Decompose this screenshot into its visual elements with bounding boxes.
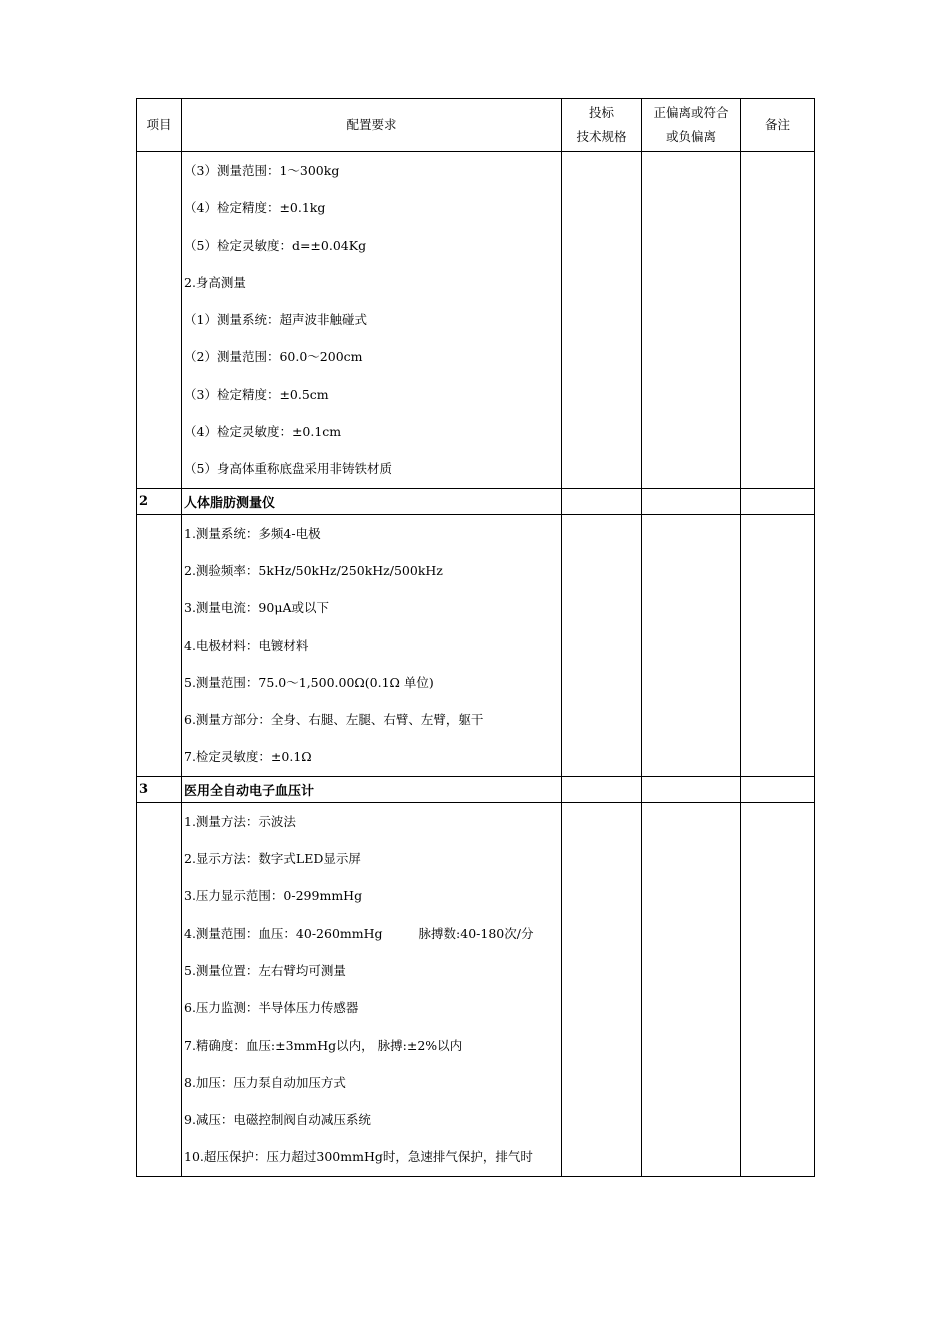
spec-line: 6.压力监测：半导体压力传感器 <box>184 1000 359 1016</box>
header-dev-line2: 或负偏离 <box>665 129 716 144</box>
header-note: 备注 <box>741 99 815 152</box>
section-number: 2 <box>137 488 182 514</box>
section-title: 医用全自动电子血压计 <box>182 776 562 802</box>
spec-line: 4.电极材料：电镀材料 <box>184 637 309 653</box>
spec-line-text: 脉搏数:40-180次/分 <box>418 925 534 941</box>
deviation-cell <box>642 514 741 776</box>
spec-line-text: 4.测量范围：血压：40-260mmHg <box>184 925 383 941</box>
spec-line: 7.检定灵敏度：±0.1Ω <box>184 749 312 765</box>
section-row <box>137 488 815 514</box>
spec-line: 3.测量电流：90μA或以下 <box>184 600 329 616</box>
spec-line: 9.减压：电磁控制阀自动减压系统 <box>184 1112 371 1128</box>
header-dev-line1: 正偏离或符合 <box>653 105 729 120</box>
deviation-cell <box>642 802 741 1176</box>
spec-line: 1.测量方法：示波法 <box>184 813 296 829</box>
config-cell <box>182 802 562 1176</box>
spec-line: （3）测量范围：1～300kg <box>184 163 340 178</box>
item-cell <box>137 802 182 1176</box>
item-cell <box>137 514 182 776</box>
header-bid-line1: 投标 <box>588 105 614 120</box>
spec-line: （5）检定灵敏度：d=±0.04Kg <box>184 237 367 253</box>
spec-line: （4）检定精度：±0.1kg <box>184 200 326 216</box>
section-number: 3 <box>137 776 182 802</box>
table-row <box>137 802 815 1176</box>
note-cell <box>741 514 815 776</box>
note-cell <box>741 802 815 1176</box>
header-deviation <box>642 99 741 152</box>
bid-cell <box>562 514 642 776</box>
section-row <box>137 776 815 802</box>
spec-line: 1.测量系统：多频4-电极 <box>184 525 321 541</box>
spec-line: 2.测验频率：5kHz/50kHz/250kHz/500kHz <box>184 562 443 578</box>
bid-cell <box>562 802 642 1176</box>
bid-cell <box>562 152 642 489</box>
header-row <box>137 99 815 152</box>
note-cell <box>741 152 815 489</box>
spec-line: （1）测量系统：超声波非触碰式 <box>184 312 367 328</box>
table-row <box>137 514 815 776</box>
spec-line: 7.精确度：血压:±3mmHg以内， 脉搏:±2%以内 <box>184 1037 463 1053</box>
header-bid-line2: 技术规格 <box>576 129 627 144</box>
deviation-cell <box>642 152 741 489</box>
bid-cell <box>562 488 642 514</box>
table-row <box>137 152 815 489</box>
config-cell <box>182 152 562 489</box>
spec-line: （3）检定精度：±0.5cm <box>184 386 329 402</box>
header-bid-spec <box>562 99 642 152</box>
bid-cell <box>562 776 642 802</box>
deviation-cell <box>642 776 741 802</box>
note-cell <box>741 488 815 514</box>
spec-line: 3.压力显示范围：0-299mmHg <box>184 888 363 904</box>
header-item: 项目 <box>137 99 182 152</box>
spec-line: （2）测量范围：60.0～200cm <box>184 349 363 365</box>
spec-line: 6.测量方部分：全身、右腿、左腿、右臂、左臂，躯干 <box>184 712 484 728</box>
spec-line <box>182 915 561 952</box>
spec-line: 8.加压：压力泵自动加压方式 <box>184 1074 346 1090</box>
spec-line: （4）检定灵敏度：±0.1cm <box>184 424 342 440</box>
spec-line: 5.测量位置：左右臂均可测量 <box>184 962 346 978</box>
section-title: 人体脂肪测量仪 <box>182 488 562 514</box>
header-config: 配置要求 <box>182 99 562 152</box>
spec-line: （5）身高体重称底盘采用非铸铁材质 <box>184 461 392 477</box>
note-cell <box>741 776 815 802</box>
config-cell <box>182 514 562 776</box>
spec-line: 5.测量范围：75.0～1,500.00Ω(0.1Ω 单位) <box>184 674 434 690</box>
spec-table <box>136 98 815 1177</box>
spec-line: 2.身高测量 <box>184 274 246 290</box>
spec-line: 10.超压保护：压力超过300mmHg时，急速排气保护，排气时 <box>184 1149 533 1165</box>
item-cell <box>137 152 182 489</box>
spec-line: 2.显示方法：数字式LED显示屏 <box>184 851 361 867</box>
deviation-cell <box>642 488 741 514</box>
